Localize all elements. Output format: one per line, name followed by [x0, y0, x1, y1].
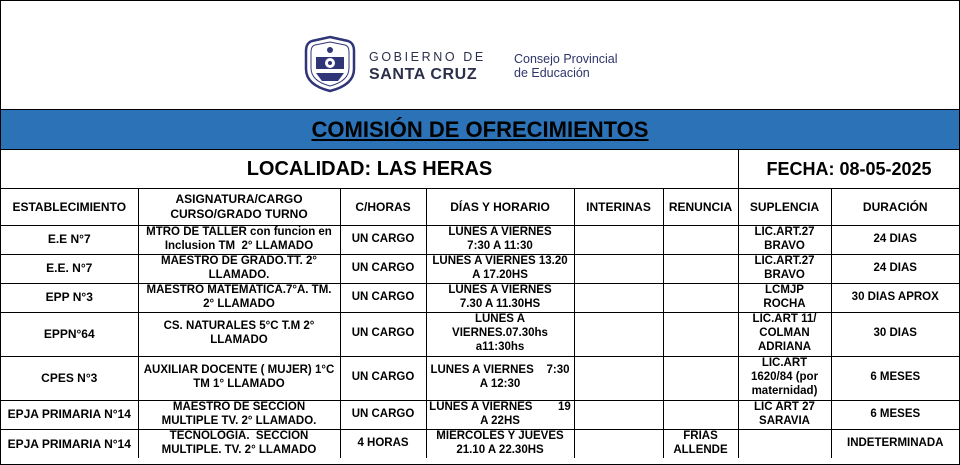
cell-duracion: 24 DIAS: [831, 254, 959, 283]
cell-dias-line: a11:30hs: [475, 340, 525, 353]
col-horas: C/HORAS: [340, 189, 426, 225]
cell-establecimiento: EPJA PRIMARIA N°14: [1, 429, 138, 458]
cell-renuncia: [663, 312, 738, 356]
gobierno-logo-text: [369, 51, 486, 83]
cell-horas: UN CARGO: [340, 356, 426, 400]
cell-suplencia: [738, 283, 831, 312]
cell-establecimiento: E.E N°7: [1, 225, 138, 254]
cell-duracion: 24 DIAS: [831, 225, 959, 254]
col-interinas: INTERINAS: [574, 189, 663, 225]
cell-suplencia-line: LIC ART 27: [754, 400, 815, 413]
cell-asignatura-line: MULTIPLE. TV. 2° LLAMADO: [161, 443, 317, 456]
cell-duracion: INDETERMINADA: [831, 429, 959, 458]
cell-interinas: [574, 283, 663, 312]
table-row: [1, 283, 959, 312]
cell-interinas: [574, 429, 663, 458]
cell-suplencia-line: 1620/84 (por: [750, 371, 819, 384]
cell-dias-line: A 12:30: [479, 378, 521, 390]
cell-renuncia-line: FRIAS: [683, 429, 718, 442]
cell-duracion: 30 DIAS: [831, 312, 959, 356]
gobierno-line: GOBIERNO DE: [369, 50, 486, 64]
cell-dias-line: LUNES A: [474, 313, 526, 326]
cell-asignatura: [138, 400, 340, 429]
cell-asignatura-line: LLAMADO.: [208, 268, 270, 281]
table-row: [1, 312, 959, 356]
col-asignatura-line-2: CURSO/GRADO TURNO: [170, 206, 308, 221]
table-row: [1, 356, 959, 400]
cell-asignatura: [138, 312, 340, 356]
cell-horas: UN CARGO: [340, 312, 426, 356]
consejo-line-1: Consejo Provincial: [514, 52, 618, 66]
cell-dias-line: LUNES A VIERNES: [448, 283, 552, 296]
cell-dias: [426, 356, 574, 400]
table-row: [1, 254, 959, 283]
cell-suplencia-line: LIC.ART.27: [754, 254, 815, 267]
cell-horas: UN CARGO: [340, 283, 426, 312]
cell-establecimiento: EPJA PRIMARIA N°14: [1, 400, 138, 429]
cell-suplencia-line: LIC.ART 11/: [752, 313, 817, 326]
cell-renuncia: [663, 225, 738, 254]
cell-renuncia: [663, 356, 738, 400]
cell-asignatura-line: MAESTRO MATEMATICA.7°A. TM.: [146, 283, 332, 296]
cell-suplencia-line: SARAVIA: [759, 414, 810, 427]
cell-suplencia-line: maternidad): [751, 384, 818, 397]
cell-horas: 4 HORAS: [340, 429, 426, 458]
col-establecimiento: ESTABLECIMIENTO: [1, 189, 138, 225]
cell-asignatura-line: Inclusion TM 2° LLAMADO: [164, 239, 314, 252]
col-duracion: DURACIÓN: [831, 189, 959, 225]
cell-asignatura: [138, 225, 340, 254]
cell-suplencia: [738, 312, 831, 356]
cell-suplencia: [738, 225, 831, 254]
cell-interinas: [574, 400, 663, 429]
cell-dias: [426, 429, 574, 458]
cell-duracion: 6 MESES: [831, 356, 959, 400]
cell-interinas: [574, 225, 663, 254]
cell-asignatura: [138, 429, 340, 458]
cell-dias: [426, 283, 574, 312]
table-body: [1, 225, 959, 458]
cell-asignatura-line: TM 1° LLAMADO: [193, 378, 285, 390]
cell-horas: UN CARGO: [340, 400, 426, 429]
cell-dias-line: 7.30 A 11.30HS: [459, 297, 541, 310]
cell-asignatura-line: MAESTRO DE SECCION: [172, 400, 306, 413]
cell-asignatura-line: MULTIPLE TV. 2° LLAMADO.: [161, 414, 317, 427]
cell-interinas: [574, 356, 663, 400]
cell-renuncia: [663, 400, 738, 429]
cell-renuncia-line: ALLENDE: [673, 443, 728, 456]
cell-dias-line: LUNES A VIERNES 7:30: [430, 364, 570, 377]
localidad: LOCALIDAD: LAS HERAS: [1, 150, 739, 188]
cell-establecimiento: EPP N°3: [1, 283, 138, 312]
cell-suplencia-line: COLMAN: [759, 327, 810, 340]
col-dias: DÍAS Y HORARIO: [426, 189, 574, 225]
cell-renuncia: [663, 283, 738, 312]
location-date-row: [1, 150, 959, 189]
cell-asignatura: [138, 283, 340, 312]
cell-dias-line: LUNES A VIERNES 13.20: [432, 254, 568, 267]
cell-asignatura-line: MTRO DE TALLER con funcion en: [146, 225, 332, 238]
cell-suplencia-line: LIC.ART: [761, 357, 808, 370]
cell-asignatura-line: CS. NATURALES 5°C T.M 2°: [163, 320, 315, 333]
cell-dias-line: 21.10 A 22.30HS: [456, 443, 544, 456]
cell-suplencia: [738, 429, 831, 458]
letterhead: [1, 1, 959, 110]
table-row: [1, 225, 959, 254]
document-title: COMISIÓN DE OFRECIMIENTOS: [311, 116, 649, 142]
cell-suplencia: [738, 356, 831, 400]
cell-establecimiento: CPES N°3: [1, 356, 138, 400]
fecha: FECHA: 08-05-2025: [766, 158, 932, 179]
consejo-text: [514, 53, 618, 80]
cell-horas: UN CARGO: [340, 254, 426, 283]
cell-suplencia-line: LCMJP: [765, 283, 804, 296]
cell-asignatura-line: 2° LLAMADO: [203, 297, 275, 310]
cell-asignatura: [138, 356, 340, 400]
santa-cruz-line: SANTA CRUZ: [369, 65, 478, 83]
offers-table: [1, 189, 959, 458]
cell-asignatura-line: MAESTRO DE GRADO.TT. 2°: [160, 254, 318, 267]
cell-asignatura-line: TECNOLOGIA. SECCION: [169, 429, 309, 442]
cell-suplencia: [738, 400, 831, 429]
col-asignatura: [138, 189, 340, 225]
cell-suplencia-line: ROCHA: [763, 297, 806, 310]
cell-interinas: [574, 312, 663, 356]
cell-renuncia: [663, 429, 738, 458]
cell-suplencia-line: LIC.ART.27: [754, 225, 815, 238]
cell-renuncia: [663, 254, 738, 283]
cell-asignatura-line: AUXILIAR DOCENTE ( MUJER) 1°C: [143, 364, 335, 377]
cell-establecimiento: EPPN°64: [1, 312, 138, 356]
cell-dias-line: VIERNES.07.30hs: [452, 327, 548, 340]
cell-suplencia-line: BRAVO: [764, 268, 805, 281]
table-header-row: [1, 189, 959, 225]
cell-suplencia: [738, 254, 831, 283]
col-suplencia: SUPLENCIA: [738, 189, 831, 225]
cell-dias: [426, 400, 574, 429]
cell-dias-line: 7:30 A 11:30: [467, 239, 533, 252]
table-row: [1, 429, 959, 458]
cell-asignatura-line: LLAMADO: [210, 334, 268, 346]
col-renuncia: RENUNCIA: [663, 189, 738, 225]
table-row: [1, 400, 959, 429]
cell-asignatura: [138, 254, 340, 283]
title-bar: [1, 110, 959, 150]
cell-interinas: [574, 254, 663, 283]
cell-dias: [426, 225, 574, 254]
cell-horas: UN CARGO: [340, 225, 426, 254]
cell-dias: [426, 312, 574, 356]
cell-dias-line: LUNES A VIERNES: [448, 225, 552, 238]
cell-duracion: 30 DIAS APROX: [831, 283, 959, 312]
cell-duracion: 6 MESES: [831, 400, 959, 429]
cell-suplencia-line: ADRIANA: [757, 340, 812, 353]
cell-dias-line: A 17.20HS: [472, 268, 528, 281]
cell-dias-line: MIERCOLES Y JUEVES: [436, 429, 564, 442]
cell-dias-line: LUNES A VIERNES 19: [429, 400, 571, 413]
cell-dias: [426, 254, 574, 283]
col-asignatura-line-1: ASIGNATURA/CARGO: [175, 192, 303, 207]
provincial-seal-icon: [304, 35, 356, 93]
consejo-line-2: de Educación: [514, 65, 590, 80]
cell-suplencia-line: BRAVO: [764, 239, 805, 252]
cell-establecimiento: E.E. N°7: [1, 254, 138, 283]
cell-dias-line: A 22HS: [480, 414, 520, 427]
